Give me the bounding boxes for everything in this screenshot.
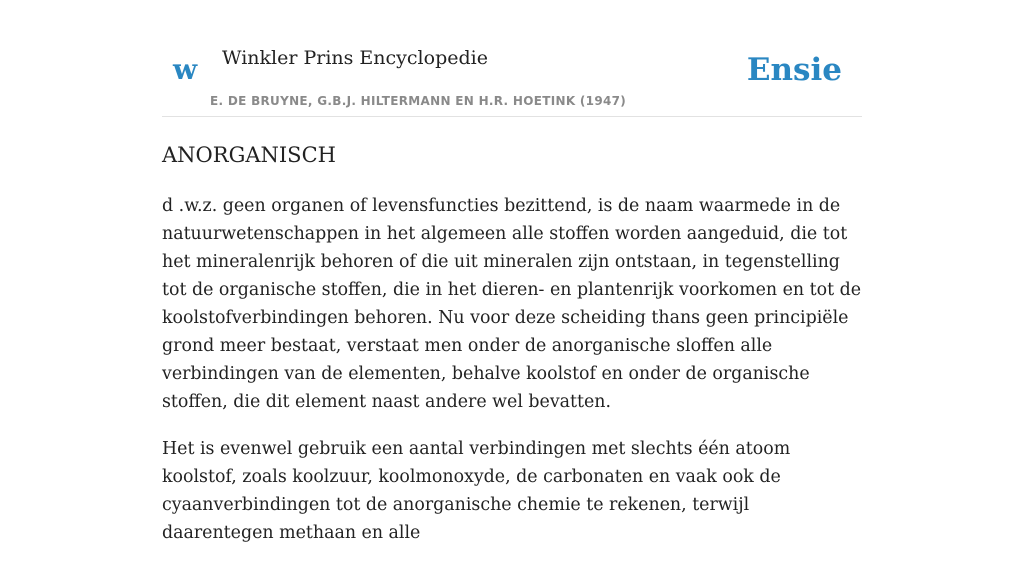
page — [162, 0, 862, 543]
publication-authors: E. DE BRUYNE, G.B.J. HILTERMANN EN H.R. HOETINK (1947) — [210, 94, 627, 108]
publication-logo-icon[interactable]: w — [173, 53, 198, 86]
entry-paragraph: d .w.z. geen organen of levensfuncties bezittend, is de naam waarmede in de natuurwetenschappen in het algemeen alle stoffen worden aangeduid, die tot het mineralenrijk behoren of die uit mineralen zijn ontstaan, in tegenstelling tot de organische stoffen, die in het dieren- en plantenrijk voorkomen en tot de koolstofverbindingen behoren. Nu voor deze scheiding thans geen principiële grond meer bestaat, verstaat men onder de anorganische sloffen alle verbindingen van de elementen, behalve koolstof en onder de organische stoffen, die dit element naast andere wel bevatten. — [162, 196, 862, 412]
publication-title[interactable]: Winkler Prins Encyclopedie — [222, 47, 488, 69]
site-header — [162, 0, 862, 117]
ensie-logo[interactable]: Ensie — [746, 52, 842, 88]
entry-paragraph: Het is evenwel gebruik een aantal verbindingen met slechts één atoom koolstof, zoals koolzuur, koolmonoxyde, de carbonaten en vaak ook de cyaanverbindingen tot de anorganische chemie te rekenen, terwijl daarentegen methaan en alle — [162, 439, 791, 543]
entry-content — [162, 192, 862, 566]
entry-title: ANORGANISCH — [162, 143, 336, 167]
